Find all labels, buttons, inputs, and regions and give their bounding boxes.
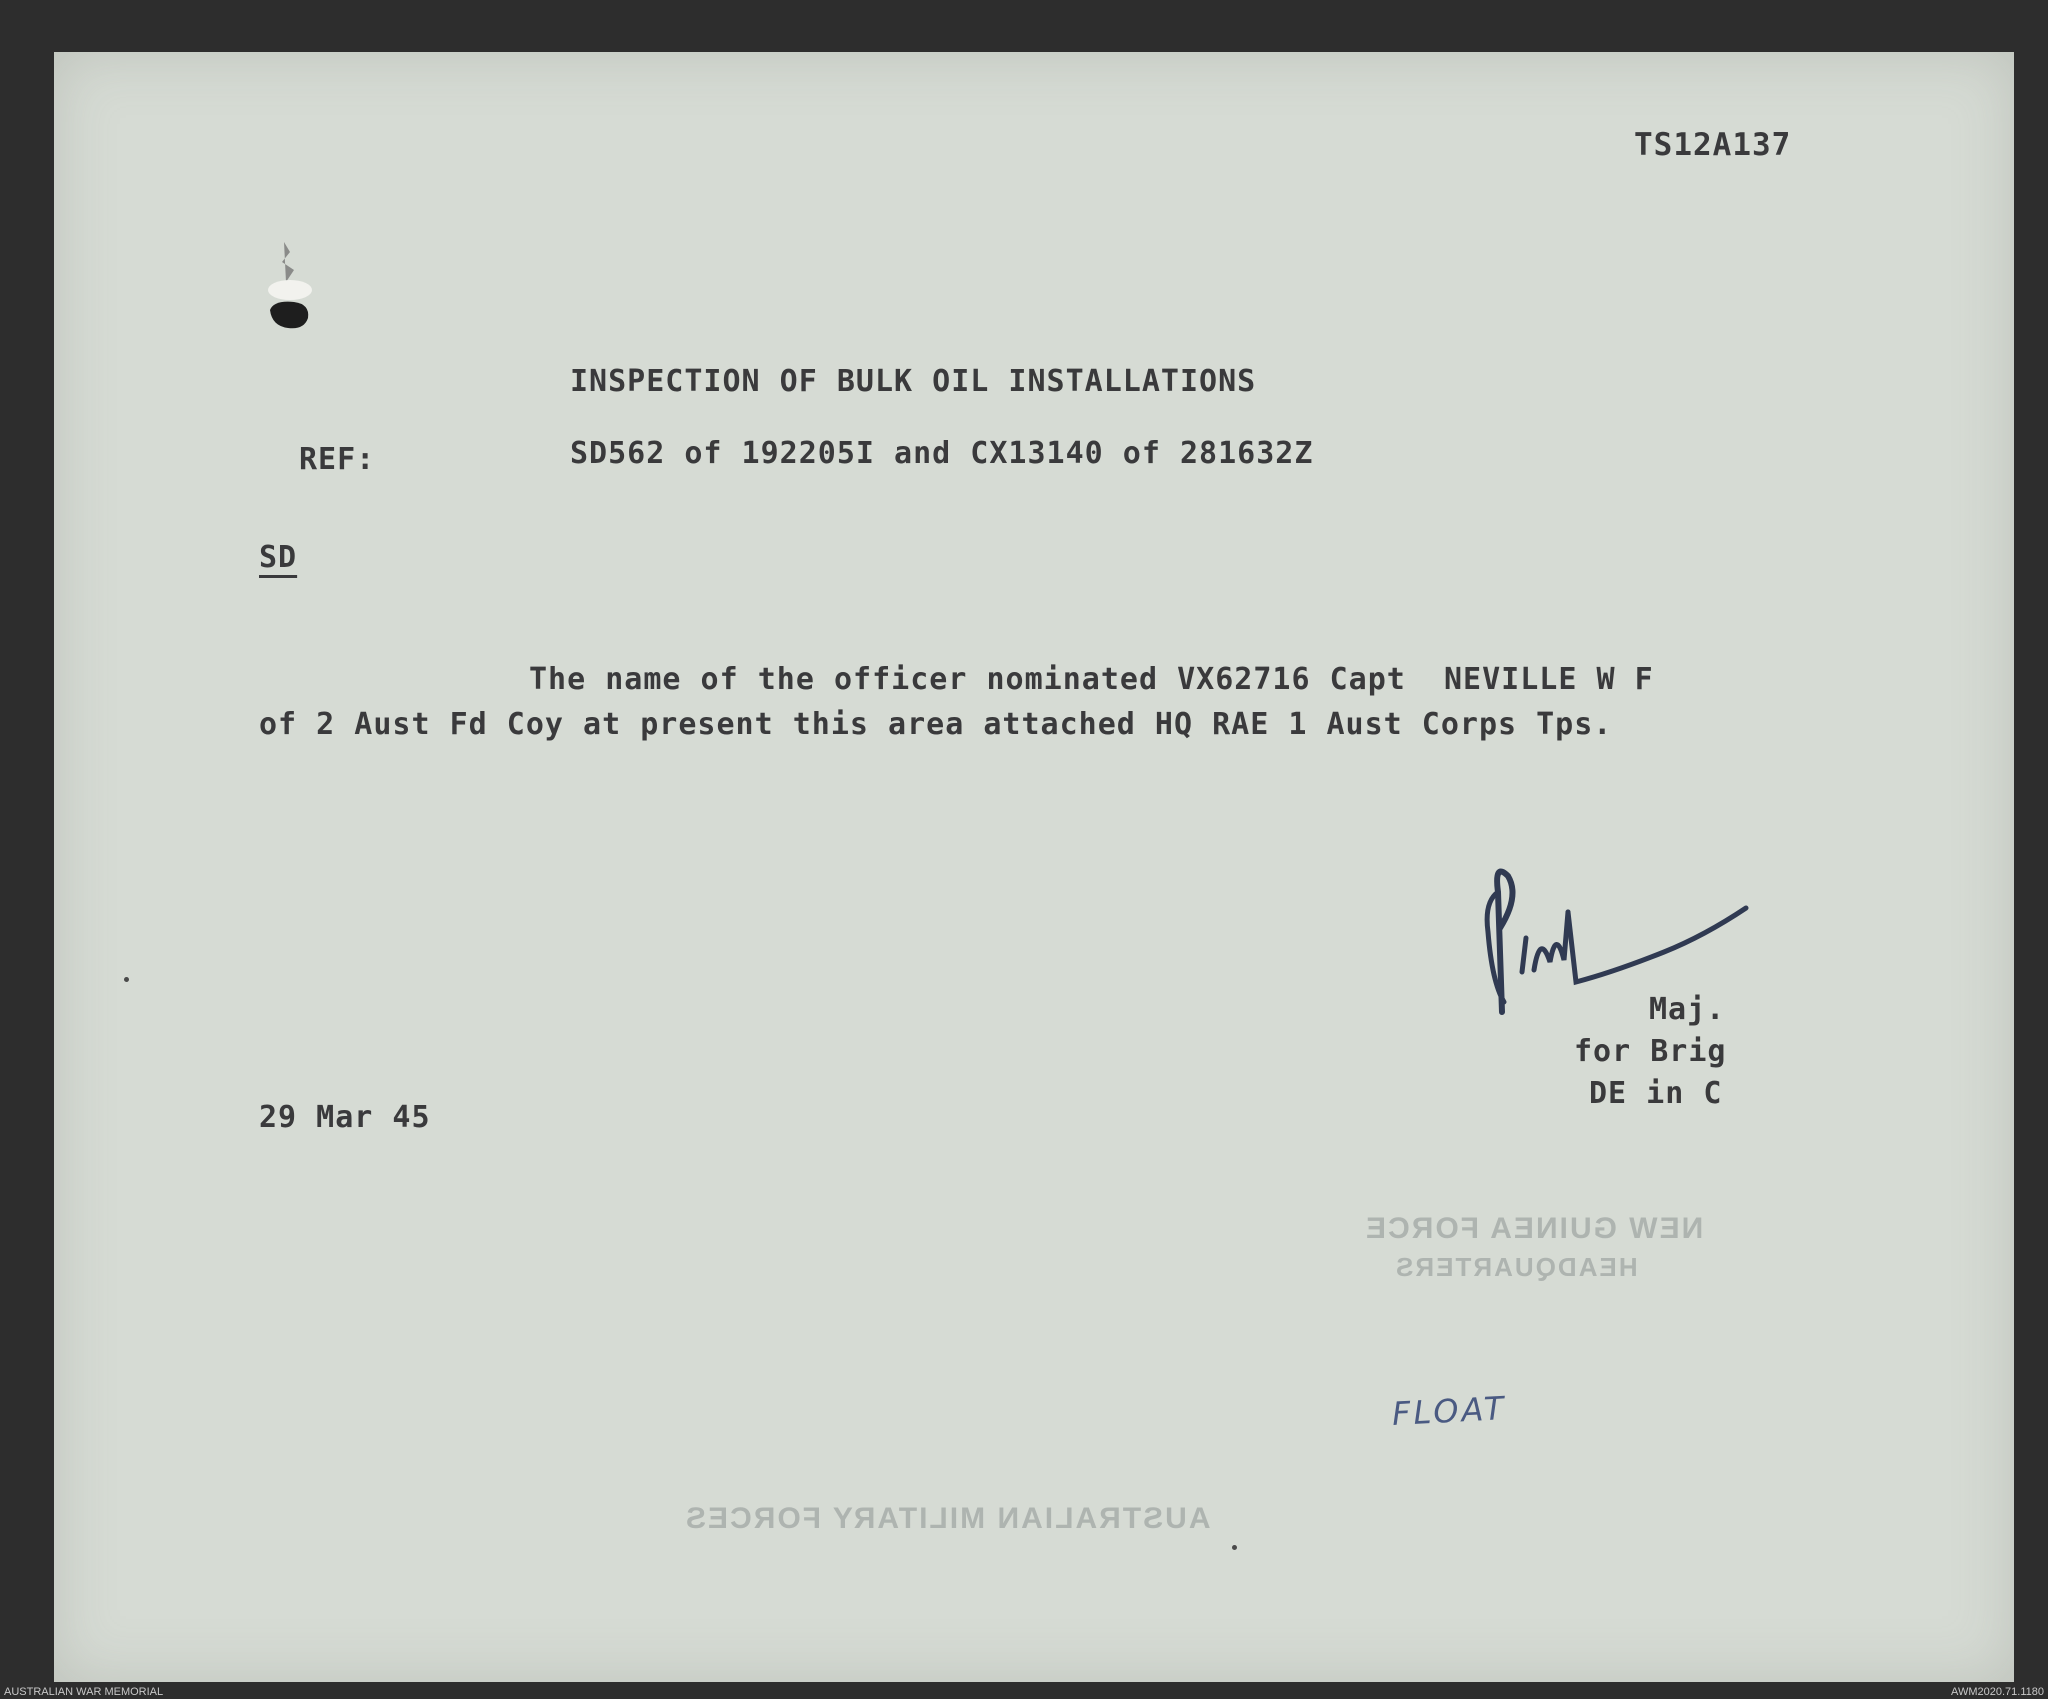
punch-hole-mark <box>254 232 324 342</box>
body-line-1: The name of the officer nominated VX62716 Capt NEVILLE W F <box>529 662 1654 697</box>
signature-rank: Maj. <box>1649 992 1726 1027</box>
handwritten-signature <box>1464 852 1794 1032</box>
bleed-through-line-2: HEADQUARTERS <box>1394 1252 1638 1282</box>
footer-institution: AUSTRALIAN WAR MEMORIAL <box>4 1686 164 1698</box>
body-line-2: of 2 Aust Fd Coy at present this area attached HQ RAE 1 Aust Corps Tps. <box>259 707 1613 742</box>
reference-code: TS12A137 <box>1634 127 1792 163</box>
signature-for-line: for Brig <box>1574 1034 1727 1069</box>
addressee: SD <box>259 540 298 575</box>
bleed-through-line-1: NEW GUINEA FORCE <box>1364 1212 1704 1245</box>
document-date: 29 Mar 45 <box>259 1100 431 1135</box>
footer-accession: AWM2020.71.1180 <box>1951 1686 2044 1698</box>
ink-fleck <box>1232 1545 1237 1550</box>
ref-label: REF: <box>299 442 376 477</box>
signature-title: DE in C <box>1589 1076 1723 1111</box>
handwritten-note: FLOAT <box>1391 1389 1508 1433</box>
bleed-through-line-3: AUSTRALIAN MILITARY FORCES <box>684 1502 1211 1535</box>
document-page <box>54 52 2014 1682</box>
document-title: INSPECTION OF BULK OIL INSTALLATIONS <box>570 364 1257 399</box>
ink-fleck <box>124 977 129 982</box>
ref-text: SD562 of 192205I and CX13140 of 281632Z <box>570 436 1314 471</box>
